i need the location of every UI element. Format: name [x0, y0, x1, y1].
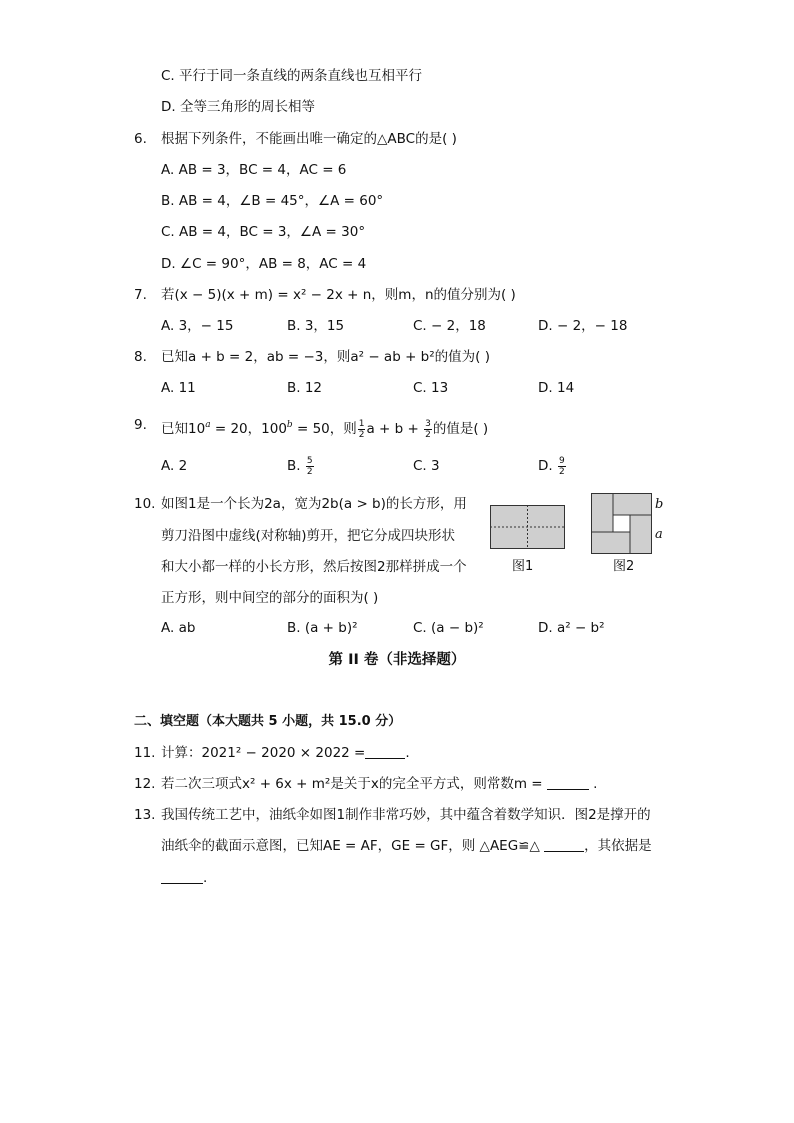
q7-option-b: B. 3，15	[287, 318, 345, 334]
q6-stem: 根据下列条件，不能画出唯一确定的△ABC的是( )	[161, 131, 457, 147]
section-2-title: 第 II 卷（非选择题）	[328, 652, 466, 668]
q13-line-3: .	[161, 868, 207, 888]
q9-option-b: B. $\frac{5}{2}$	[287, 455, 313, 477]
q10-option-d: D. a² − b²	[538, 620, 605, 636]
q11-stem: 计算：2021² − 2020 × 2022 = .	[161, 745, 410, 761]
q9-number: 9.	[134, 417, 147, 433]
q10-number: 10.	[134, 496, 156, 512]
q8-number: 8.	[134, 349, 147, 365]
q13-number: 13.	[134, 807, 156, 823]
q6-number: 6.	[134, 131, 147, 147]
q5-option-c: C. 平行于同一条直线的两条直线也互相平行	[161, 68, 423, 84]
figure-1-rectangle	[490, 505, 566, 550]
q6-option-b: B. AB = 4，∠B = 45°，∠A = 60°	[161, 193, 384, 209]
q6-option-d: D. ∠C = 90°，AB = 8，AC = 4	[161, 256, 367, 272]
q8-option-a: A. 11	[161, 380, 196, 396]
q10-line-1: 如图1是一个长为2a，宽为2b(a > b)的长方形，用	[161, 496, 467, 512]
figure-2-square	[591, 493, 652, 554]
q10-line-3: 和大小都一样的小长方形，然后按图2那样拼成一个	[161, 559, 467, 575]
q7-number: 7.	[134, 287, 147, 303]
q13-line-2: 油纸伞的截面示意图，已知AE = AF，GE = GF，则 △AEG≌△ ，其依据是	[161, 838, 652, 854]
q9-option-c: C. 3	[413, 458, 440, 474]
q10-option-b: B. (a + b)²	[287, 620, 358, 636]
q8-option-c: C. 13	[413, 380, 449, 396]
q10-option-c: C. (a − b)²	[413, 620, 484, 636]
q10-line-2: 剪刀沿图中虚线(对称轴)剪开，把它分成四块形状	[161, 528, 456, 544]
q9-option-a: A. 2	[161, 458, 188, 474]
q7-stem: 若(x − 5)(x + m) = x² − 2x + n，则m，n的值分别为( )	[161, 287, 516, 303]
q12-number: 12.	[134, 776, 156, 792]
figure-2-label-b: b	[655, 497, 664, 512]
figure-1-caption: 图1	[512, 559, 534, 574]
q9-option-d: D. $\frac{9}{2}$	[538, 455, 565, 477]
q8-option-d: D. 14	[538, 380, 575, 396]
figure-2-caption: 图2	[613, 559, 635, 574]
q13-line-1: 我国传统工艺中，油纸伞如图1制作非常巧妙，其中蕴含着数学知识．图2是撑开的	[161, 807, 651, 823]
q10-line-4: 正方形，则中间空的部分的面积为( )	[161, 590, 379, 606]
q11-number: 11.	[134, 745, 156, 761]
q10-option-a: A. ab	[161, 620, 196, 636]
q12-stem: 若二次三项式x² + 6x + m²是关于x的完全平方式，则常数m = .	[161, 776, 598, 792]
q6-option-c: C. AB = 4，BC = 3，∠A = 30°	[161, 224, 366, 240]
section-fill-heading: 二、填空题（本大题共 5 小题，共 15.0 分）	[134, 714, 402, 729]
q5-option-d: D. 全等三角形的周长相等	[161, 99, 315, 115]
q7-option-d: D. − 2，− 18	[538, 318, 628, 334]
figure-2-label-a: a	[655, 527, 663, 542]
q6-option-a: A. AB = 3，BC = 4，AC = 6	[161, 162, 347, 178]
q7-option-a: A. 3，− 15	[161, 318, 234, 334]
q8-stem: 已知a + b = 2，ab = −3，则a² − ab + b²的值为( )	[161, 349, 490, 365]
q7-option-c: C. − 2，18	[413, 318, 486, 334]
q9-stem: 已知$10^a = 20$，$100^b = 50$，则 $\frac{1}{2}$ a + b + $\frac{3}{2}$ 的值是( )	[161, 418, 489, 440]
q8-option-b: B. 12	[287, 380, 323, 396]
